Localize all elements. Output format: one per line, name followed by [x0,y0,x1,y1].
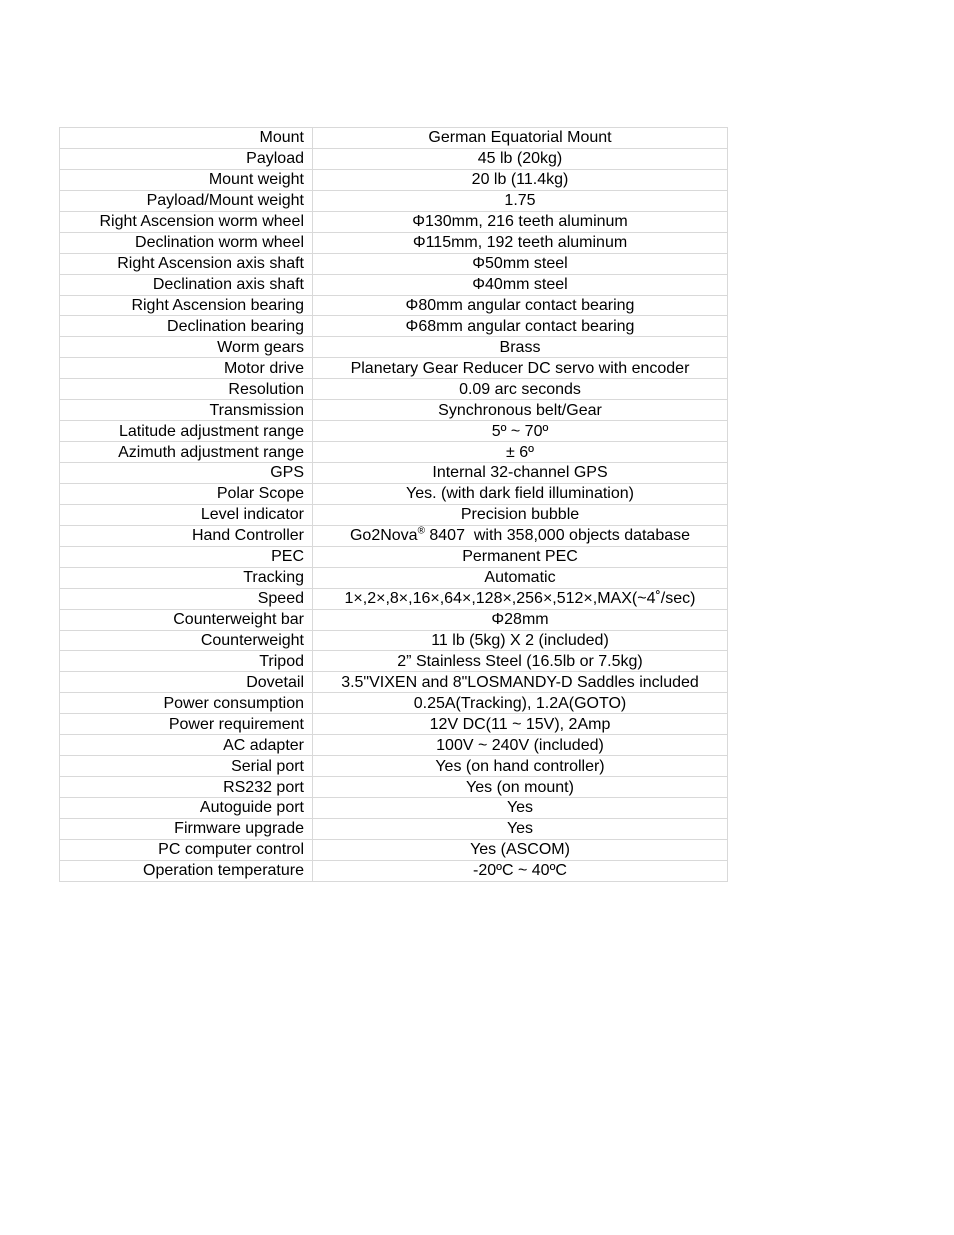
spec-value: Permanent PEC [313,546,728,567]
spec-value: Φ28mm [313,609,728,630]
spec-label: Mount [60,128,313,149]
table-row [60,714,728,735]
table-row [60,798,728,819]
spec-label: Firmware upgrade [60,818,313,839]
table-row [60,211,728,232]
spec-label: Serial port [60,756,313,777]
spec-label: Hand Controller [60,525,313,546]
spec-label: Worm gears [60,337,313,358]
table-row [60,337,728,358]
spec-value: Φ80mm angular contact bearing [313,295,728,316]
spec-value: 5º ~ 70º [313,421,728,442]
spec-value: Planetary Gear Reducer DC servo with encoder [313,358,728,379]
table-row [60,128,728,149]
table-row [60,148,728,169]
table-row [60,463,728,484]
spec-label: Power requirement [60,714,313,735]
spec-label: Counterweight bar [60,609,313,630]
table-row [60,818,728,839]
spec-label: Latitude adjustment range [60,421,313,442]
table-row [60,504,728,525]
spec-value: Precision bubble [313,504,728,525]
table-row [60,358,728,379]
spec-value: 20 lb (11.4kg) [313,169,728,190]
spec-label: RS232 port [60,777,313,798]
table-row [60,274,728,295]
table-row [60,860,728,881]
spec-label: Right Ascension worm wheel [60,211,313,232]
table-row [60,567,728,588]
spec-label: Polar Scope [60,483,313,504]
table-row [60,693,728,714]
table-row [60,609,728,630]
spec-value: 3.5"VIXEN and 8"LOSMANDY-D Saddles included [313,672,728,693]
spec-value: ± 6º [313,442,728,463]
spec-value: 1×,2×,8×,16×,64×,128×,256×,512×,MAX(~4˚/sec) [313,588,728,609]
table-row [60,253,728,274]
registered-mark: ® [417,525,425,537]
spec-label: Declination worm wheel [60,232,313,253]
spec-value: Yes (on mount) [313,777,728,798]
spec-value: 0.25A(Tracking), 1.2A(GOTO) [313,693,728,714]
table-row [60,525,728,546]
spec-label: Dovetail [60,672,313,693]
spec-label: AC adapter [60,735,313,756]
spec-value: 100V ~ 240V (included) [313,735,728,756]
spec-value: Yes. (with dark field illumination) [313,483,728,504]
table-row [60,169,728,190]
spec-value: Φ40mm steel [313,274,728,295]
spec-label: PEC [60,546,313,567]
spec-value: Φ68mm angular contact bearing [313,316,728,337]
spec-value: Φ130mm, 216 teeth aluminum [313,211,728,232]
spec-value-text: 8407 with 358,000 objects database [424,527,691,545]
table-row [60,316,728,337]
spec-label: GPS [60,463,313,484]
spec-label: Transmission [60,400,313,421]
spec-value: Yes (ASCOM) [313,839,728,860]
table-row [60,777,728,798]
spec-table [59,127,728,882]
spec-label: PC computer control [60,839,313,860]
spec-label: Speed [60,588,313,609]
spec-value: Yes [313,818,728,839]
spec-label: Payload [60,148,313,169]
table-row [60,421,728,442]
table-row [60,232,728,253]
spec-label: Resolution [60,379,313,400]
spec-value: 1.75 [313,190,728,211]
spec-value: Internal 32-channel GPS [313,463,728,484]
spec-value: Yes (on hand controller) [313,756,728,777]
table-row [60,672,728,693]
table-row [60,190,728,211]
table-row [60,588,728,609]
spec-value: Automatic [313,567,728,588]
spec-value: 12V DC(11 ~ 15V), 2Amp [313,714,728,735]
table-row [60,630,728,651]
spec-label: Motor drive [60,358,313,379]
table-row [60,295,728,316]
spec-label: Level indicator [60,504,313,525]
table-row [60,839,728,860]
spec-value: -20ºC ~ 40ºC [313,860,728,881]
table-row [60,651,728,672]
spec-label: Power consumption [60,693,313,714]
spec-value: German Equatorial Mount [313,128,728,149]
spec-label: Right Ascension bearing [60,295,313,316]
table-row [60,756,728,777]
spec-label: Autoguide port [60,798,313,819]
spec-label: Azimuth adjustment range [60,442,313,463]
spec-value-text: Go2Nova [349,527,418,545]
spec-label: Operation temperature [60,860,313,881]
spec-label: Payload/Mount weight [60,190,313,211]
table-row [60,483,728,504]
spec-value: Φ50mm steel [313,253,728,274]
spec-table-body [60,128,728,882]
spec-label: Mount weight [60,169,313,190]
table-row [60,735,728,756]
spec-value: Yes [313,798,728,819]
spec-label: Tripod [60,651,313,672]
table-row [60,546,728,567]
table-row [60,442,728,463]
spec-value [313,525,728,546]
table-row [60,379,728,400]
spec-value: 2” Stainless Steel (16.5lb or 7.5kg) [313,651,728,672]
spec-value: 11 lb (5kg) X 2 (included) [313,630,728,651]
spec-value: 45 lb (20kg) [313,148,728,169]
spec-value: Brass [313,337,728,358]
spec-value: 0.09 arc seconds [313,379,728,400]
spec-label: Declination axis shaft [60,274,313,295]
spec-label: Right Ascension axis shaft [60,253,313,274]
spec-value: Synchronous belt/Gear [313,400,728,421]
spec-label: Tracking [60,567,313,588]
spec-label: Declination bearing [60,316,313,337]
spec-value: Φ115mm, 192 teeth aluminum [313,232,728,253]
table-row [60,400,728,421]
spec-label: Counterweight [60,630,313,651]
